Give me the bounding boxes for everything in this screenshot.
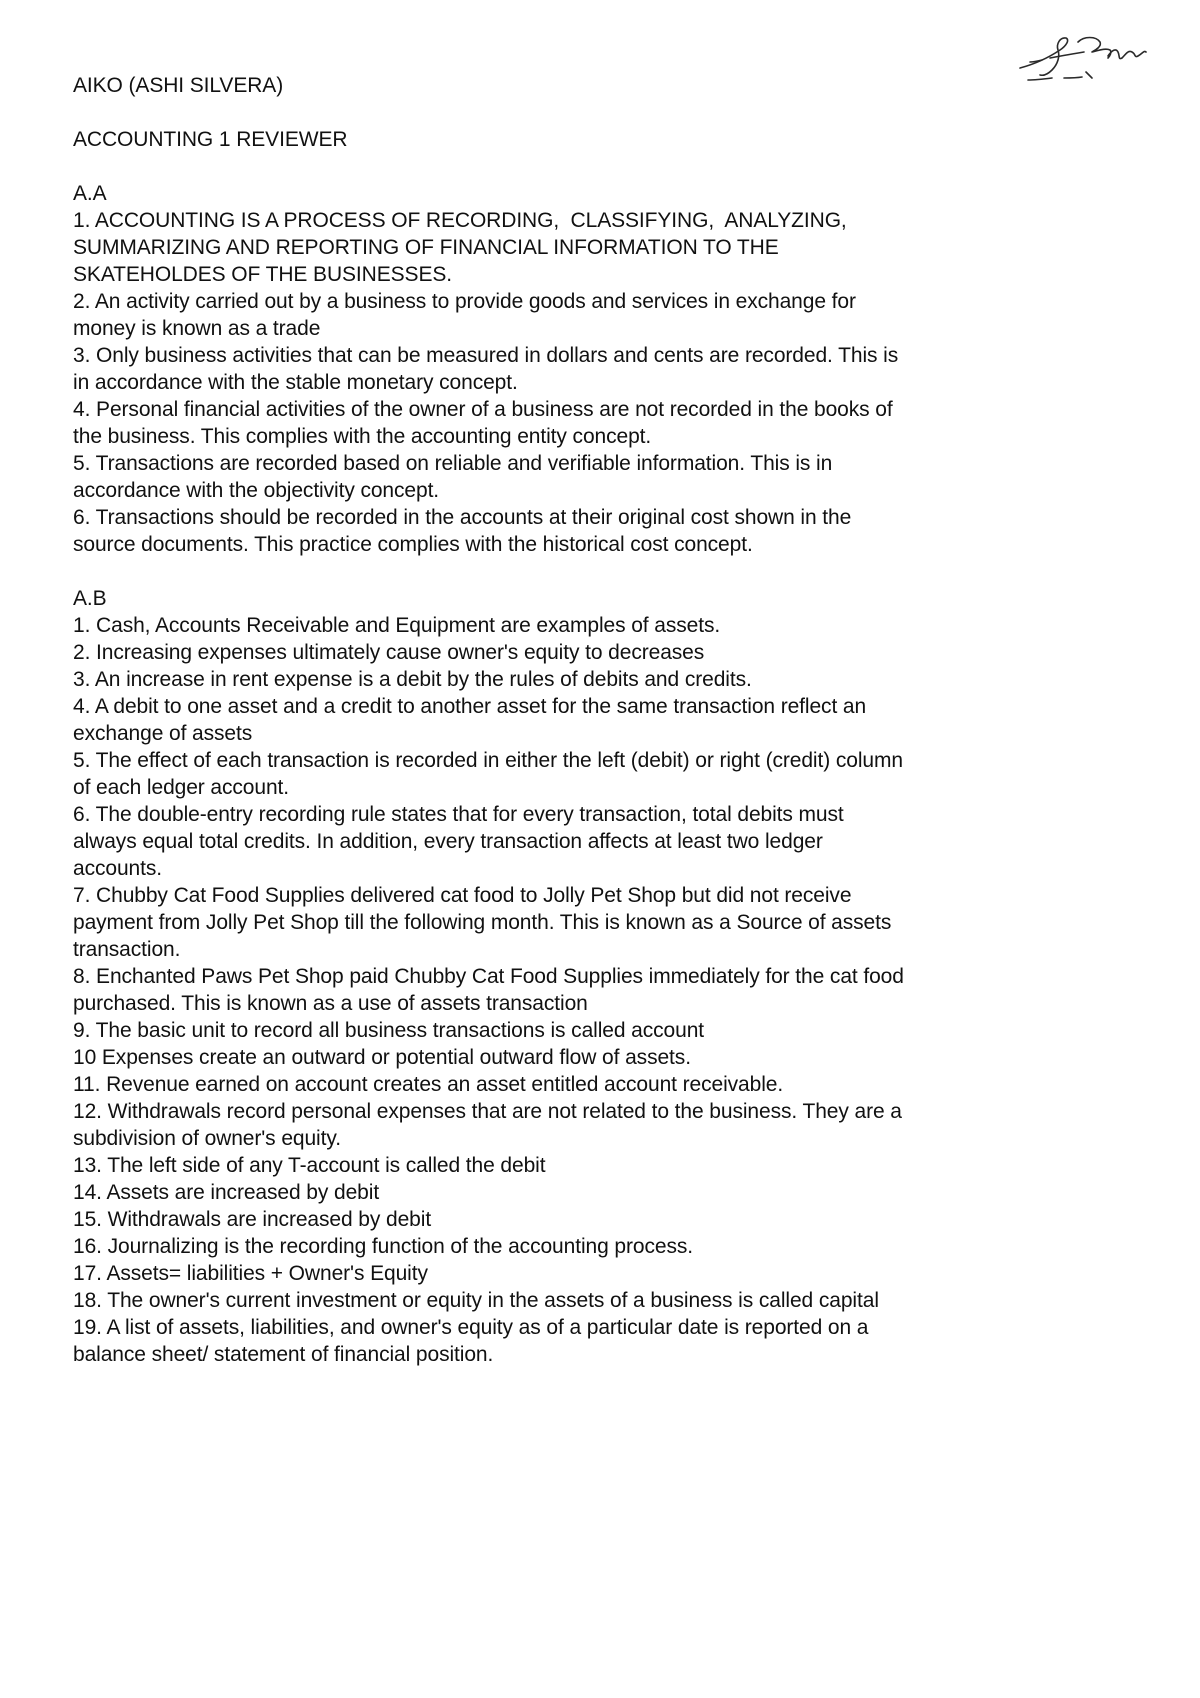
list-item: 4. A debit to one asset and a credit to another asset for the same transaction reflect an exchange of assets (73, 695, 867, 745)
list-item: 18. The owner's current investment or equity in the assets of a business is called capital (73, 1289, 879, 1312)
list-item: 8. Enchanted Paws Pet Shop paid Chubby Cat Food Supplies immediately for the cat food purchased. This is known as a use of assets transaction (73, 965, 904, 1015)
list-item: 13. The left side of any T-account is called the debit (73, 1154, 546, 1177)
list-item: 10 Expenses create an outward or potential outward flow of assets. (73, 1046, 691, 1069)
list-item: 3. An increase in rent expense is a debit by the rules of debits and credits. (73, 668, 752, 691)
list-item: 4. Personal financial activities of the owner of a business are not recorded in the books of the business. This complies with the accounting entity concept. (73, 398, 893, 448)
list-item: 12. Withdrawals record personal expenses that are not related to the business. They are a subdivision of owner's equity. (73, 1100, 902, 1150)
list-item: 16. Journalizing is the recording function of the accounting process. (73, 1235, 693, 1258)
list-item: 5. The effect of each transaction is recorded in either the left (debit) or right (credit) column of each ledger account. (73, 749, 903, 799)
list-item: 6. The double-entry recording rule states that for every transaction, total debits must always equal total credits. In addition, every transaction affects at least two ledger accounts. (73, 803, 844, 880)
section-ab (73, 585, 1073, 1368)
list-item: 9. The basic unit to record all business transactions is called account (73, 1019, 705, 1042)
section-label: A.A (73, 182, 107, 205)
list-item: 2. An activity carried out by a business to provide goods and services in exchange for money is known as a trade (73, 290, 856, 340)
list-item: 17. Assets= liabilities + Owner's Equity (73, 1262, 428, 1285)
list-item: 19. A list of assets, liabilities, and owner's equity as of a particular date is reported on a balance sheet/ statement of financial position. (73, 1316, 869, 1366)
document-body (73, 72, 1073, 1368)
list-item: 14. Assets are increased by debit (73, 1181, 380, 1204)
list-item: 11. Revenue earned on account creates an asset entitled account receivable. (73, 1073, 784, 1096)
list-item: 3. Only business activities that can be measured in dollars and cents are recorded. This is in accordance with the stable monetary concept. (73, 344, 899, 394)
author-name: AIKO (ASHI SILVERA) (73, 74, 284, 97)
spacer (73, 99, 1073, 126)
spacer (73, 153, 1073, 180)
list-item: 1. ACCOUNTING IS A PROCESS OF RECORDING, CLASSIFYING, ANALYZING, SUMMARIZING AND REPORTING OF FINANCIAL INFORMATION TO THE SKATEHOLDES OF THE BUSINESSES. (73, 209, 847, 286)
list-item: 15. Withdrawals are increased by debit (73, 1208, 432, 1231)
list-item: 7. Chubby Cat Food Supplies delivered cat food to Jolly Pet Shop but did not receive payment from Jolly Pet Shop till the following month. This is known as a Source of assets transaction. (73, 884, 892, 961)
list-item: 2. Increasing expenses ultimately cause owner's equity to decreases (73, 641, 705, 664)
spacer (73, 558, 1073, 585)
section-aa (73, 180, 1073, 558)
list-item: 1. Cash, Accounts Receivable and Equipment are examples of assets. (73, 614, 721, 637)
list-item: 6. Transactions should be recorded in the accounts at their original cost shown in the source documents. This practice complies with the historical cost concept. (73, 506, 852, 556)
section-label: A.B (73, 587, 107, 610)
list-item: 5. Transactions are recorded based on reliable and verifiable information. This is in accordance with the objectivity concept. (73, 452, 833, 502)
document-title: ACCOUNTING 1 REVIEWER (73, 128, 348, 151)
